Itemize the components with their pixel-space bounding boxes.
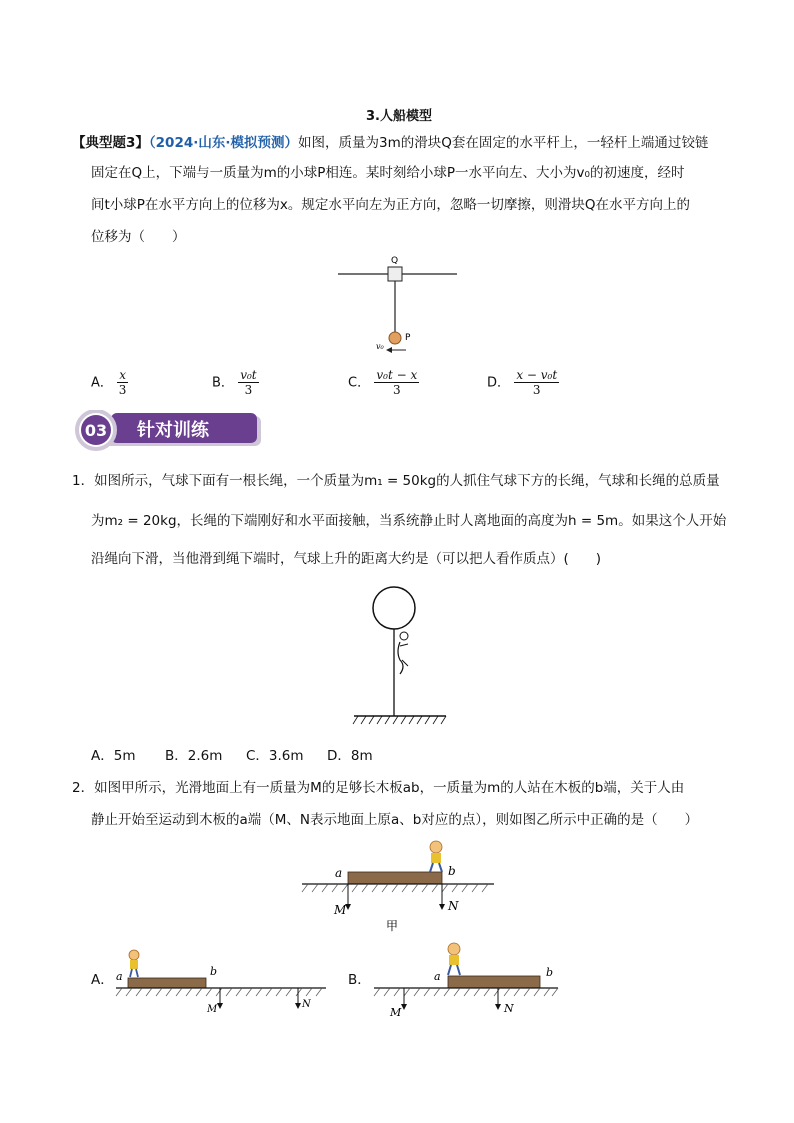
example-line-2: 固定在Q上，下端与一质量为m的小球P相连。某时刻给小球P一水平向左、大小为v₀的初速度，经时 [91,165,685,181]
example-option-a[interactable]: A． $\frac{x}{3}$ [91,368,127,397]
optB-label-a: a [434,970,441,983]
badge-number: 03 [84,421,108,440]
example-text-1: 如图，质量为3m的滑块Q套在固定的水平杆上，一轻杆上端通过铰链 [298,135,709,151]
q2-line-2: 静止开始至运动到木板的a端（M、N表示地面上原a、b对应的点），则如图乙所示中正确的是（ ） [91,812,699,828]
example-source: （2024·山东·模拟预测） [148,135,298,151]
jia-label-a: a [335,866,343,880]
jia-label-N: N [448,899,459,913]
q2-option-a-letter[interactable]: A． [91,972,114,988]
example-line-4: 位移为（ ） [91,229,186,245]
slider-pendulum-figure [330,250,465,360]
jia-label-M: M [334,903,347,917]
example-option-b[interactable]: B． $\frac{\text{v₀t}}{3}$ [212,368,257,397]
example-line-1 [72,133,708,153]
optB-label-b: b [546,966,554,979]
q1-option-d[interactable]: D．8m [327,748,373,764]
q2-option-b-letter[interactable]: B． [348,972,371,988]
q2-option-b-figure[interactable] [370,938,562,1023]
figure-jia [298,838,498,938]
optA-label-N: N [302,999,311,1010]
q1-option-a[interactable]: A．5m [91,748,136,764]
q1-line-1: 1．如图所示，气球下面有一根长绳，一个质量为m₁ = 50kg的人抓住气球下方的长绳，气球和长绳的总质量 [72,473,720,489]
section-title: 3.人船模型 [366,109,432,124]
label-P: P [405,333,411,343]
jia-label-b: b [448,864,456,878]
optB-label-N: N [504,1002,514,1015]
example-tag: 【典型题3】 [72,135,149,151]
jia-caption: 甲 [386,919,399,933]
example-option-c[interactable]: C． $\frac{\text{v₀t − x}}{3}$ [348,368,418,397]
optA-label-a: a [116,970,123,983]
q2-line-1: 2．如图甲所示，光滑地面上有一质量为M的足够长木板ab，一质量为m的人站在木板的b端，关于人由 [72,780,685,796]
label-v0: v₀ [376,342,384,351]
label-Q: Q [391,256,399,266]
q2-option-a-figure[interactable] [112,945,332,1020]
badge-label: 针对训练 [137,420,209,441]
example-option-d[interactable]: D． $\frac{\text{x − v₀t}}{3}$ [487,368,558,397]
optA-label-b: b [210,965,218,978]
optA-label-M: M [207,1004,218,1015]
q1-option-b[interactable]: B．2.6m [165,748,223,764]
q1-line-2: 为m₂ = 20kg，长绳的下端刚好和水平面接触，当系统静止时人离地面的高度为h = 5m。如果这个人开始 [91,513,727,529]
example-line-3: 间t小球P在水平方向上的位移为x。规定水平向左为正方向，忽略一切摩擦，则滑块Q在水平方向上的 [91,197,691,213]
balloon-figure [350,582,450,732]
section-badge [75,410,265,452]
q1-line-3: 沿绳向下滑，当他滑到绳下端时，气球上升的距离大约是（可以把人看作质点）( ) [91,551,602,567]
q1-option-c[interactable]: C．3.6m [246,748,304,764]
optB-label-M: M [390,1006,402,1019]
